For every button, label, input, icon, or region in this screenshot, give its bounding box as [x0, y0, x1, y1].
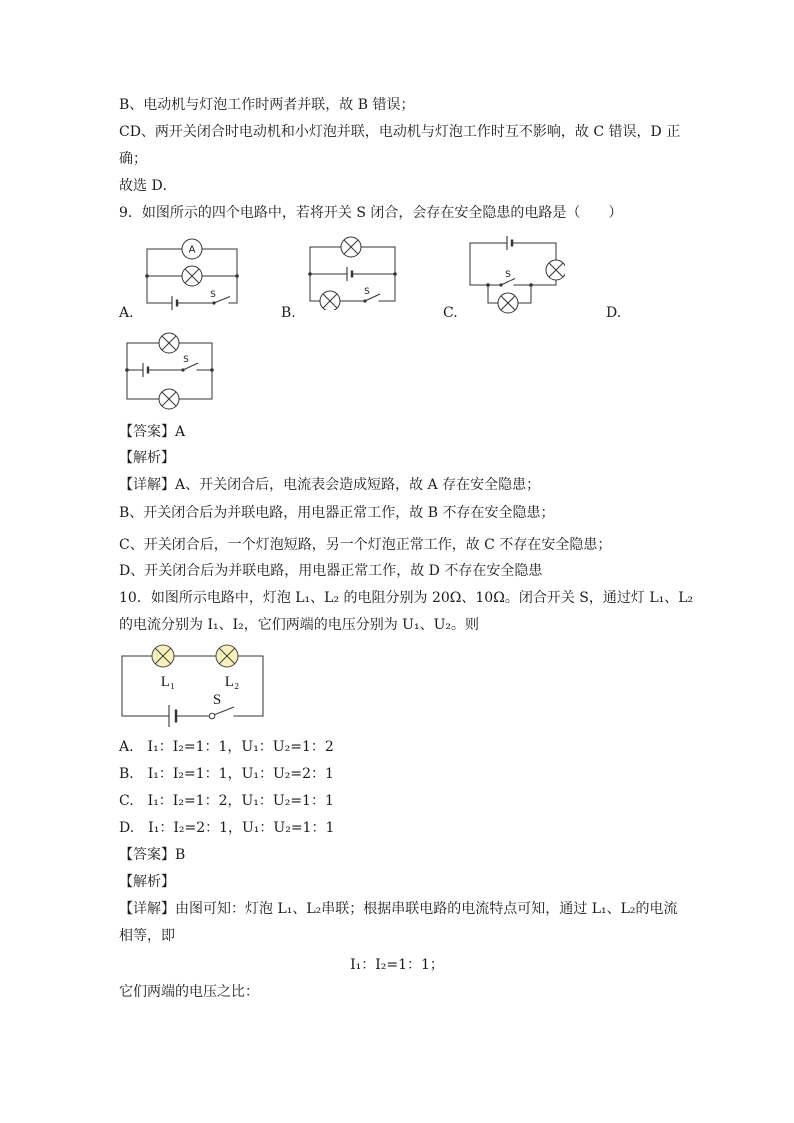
- switch-lever: [214, 297, 230, 304]
- q10-current-ratio-formula: I₁：I₂=1：1；: [350, 957, 444, 973]
- junction-dot: [145, 274, 149, 278]
- lamp-l2-label: L₂: [224, 674, 240, 690]
- q9-answer: 【答案】A: [119, 424, 186, 440]
- q10-detail-line: 相等，即: [119, 928, 175, 944]
- junction-dot: [235, 274, 239, 278]
- switch-symbol: [181, 355, 198, 372]
- q9-option-a-label: A.: [119, 305, 134, 321]
- junction-dot: [210, 368, 214, 372]
- q10-stem-line: 10．如图所示电路中，灯泡 L₁、L₂ 的电阻分别为 20Ω、10Ω。闭合开关 S，通过灯 L₁、L₂: [119, 590, 694, 606]
- lamp-symbol: [182, 266, 202, 286]
- q8-analysis-line-b: B、电动机与灯泡工作时两者并联，故 B 错误；: [119, 97, 415, 113]
- q9-detail-line: D、开关闭合后为并联电路，用电器正常工作，故 D 不存在安全隐患: [119, 563, 543, 579]
- lamp-l1-label: L₁: [160, 674, 176, 690]
- circuit-wire: [470, 243, 556, 285]
- ammeter-label: A: [188, 244, 196, 256]
- switch-label: S: [212, 692, 222, 708]
- q10-option-b: B. I₁：I₂=1：1，U₁：U₂=2：1: [119, 766, 334, 782]
- switch-symbol: [210, 290, 230, 305]
- lamp-symbol: [159, 389, 179, 409]
- q9-stem: 9．如图所示的四个电路中，若将开关 S 闭合，会存在安全隐患的电路是（ ）: [119, 205, 623, 221]
- lamp-symbol: [320, 291, 340, 310]
- lamp-symbol: [341, 237, 361, 257]
- q9-circuit-a: [138, 234, 246, 314]
- q10-option-a: A. I₁：I₂=1：1，U₁：U₂=1：2: [119, 739, 334, 755]
- junction-dot: [393, 272, 397, 276]
- battery-symbol: [172, 296, 177, 310]
- switch-label: S: [183, 355, 189, 365]
- q9-option-c-label: C.: [443, 305, 458, 321]
- battery-symbol: [507, 236, 512, 250]
- q10-stem-line: 的电流分别为 I₁、I₂，它们两端的电压分别为 U₁、U₂。则: [119, 617, 480, 633]
- lamp-l1-symbol: [152, 645, 174, 667]
- junction-dot: [125, 368, 129, 372]
- lamp-symbol: [498, 293, 518, 313]
- lamp-l2-symbol: [216, 645, 238, 667]
- switch-symbol: [499, 270, 515, 287]
- ammeter-symbol: [182, 239, 202, 259]
- switch-label: S: [364, 287, 370, 297]
- switch-label: S: [505, 270, 511, 280]
- q9-circuit-c: [465, 230, 565, 318]
- q10-analysis-heading: 【解析】: [119, 874, 175, 890]
- q9-detail-line: 【详解】A、开关闭合后，电流表会造成短路，故 A 存在安全隐患；: [119, 477, 541, 493]
- q10-detail-line: 【详解】由图可知：灯泡 L₁、L₂串联；根据串联电路的电流特点可知，通过 L₁、L₂的电流: [119, 901, 678, 917]
- switch-symbol: [363, 287, 380, 303]
- q9-option-b-label: B.: [281, 305, 296, 321]
- junction-dot: [486, 283, 490, 287]
- q9-circuit-b: [305, 234, 401, 310]
- q9-detail-line: B、开关闭合后为并联电路，用电器正常工作，故 B 不存在安全隐患；: [119, 505, 555, 521]
- lamp-symbol: [546, 260, 565, 280]
- q8-analysis-line-cd: CD、两开关闭合时电动机和小灯泡并联，电动机与灯泡工作时互不影响，故 C 错误，D 正: [119, 124, 681, 140]
- junction-dot: [308, 272, 312, 276]
- battery-symbol: [347, 267, 352, 281]
- switch-symbol: [209, 692, 234, 719]
- q9-circuit-d: [122, 330, 218, 410]
- battery-symbol: [169, 705, 176, 727]
- q10-answer: 【答案】B: [119, 847, 186, 863]
- battery-symbol: [143, 363, 148, 377]
- q8-analysis-line-cd-continued: 确；: [119, 151, 147, 167]
- q10-option-d: D. I₁：I₂=2：1，U₁：U₂=1：1: [119, 820, 335, 836]
- q8-conclusion: 故选 D．: [119, 178, 177, 194]
- switch-label: S: [210, 290, 216, 300]
- switch-pivot: [209, 713, 215, 719]
- q9-analysis-heading: 【解析】: [119, 450, 175, 466]
- circuit-wire: [122, 656, 263, 716]
- switch-lever: [215, 707, 235, 715]
- q9-option-d-label: D.: [606, 305, 622, 321]
- lamp-symbol: [159, 333, 179, 353]
- junction-dot: [529, 283, 533, 287]
- q9-detail-line: C、开关闭合后，一个灯泡短路，另一个灯泡正常工作，故 C 不存在安全隐患；: [119, 537, 612, 553]
- q10-circuit: [116, 640, 270, 730]
- q10-option-c: C. I₁：I₂=1：2，U₁：U₂=1：1: [119, 793, 334, 809]
- q10-detail-continuation: 它们两端的电压之比：: [119, 984, 259, 1000]
